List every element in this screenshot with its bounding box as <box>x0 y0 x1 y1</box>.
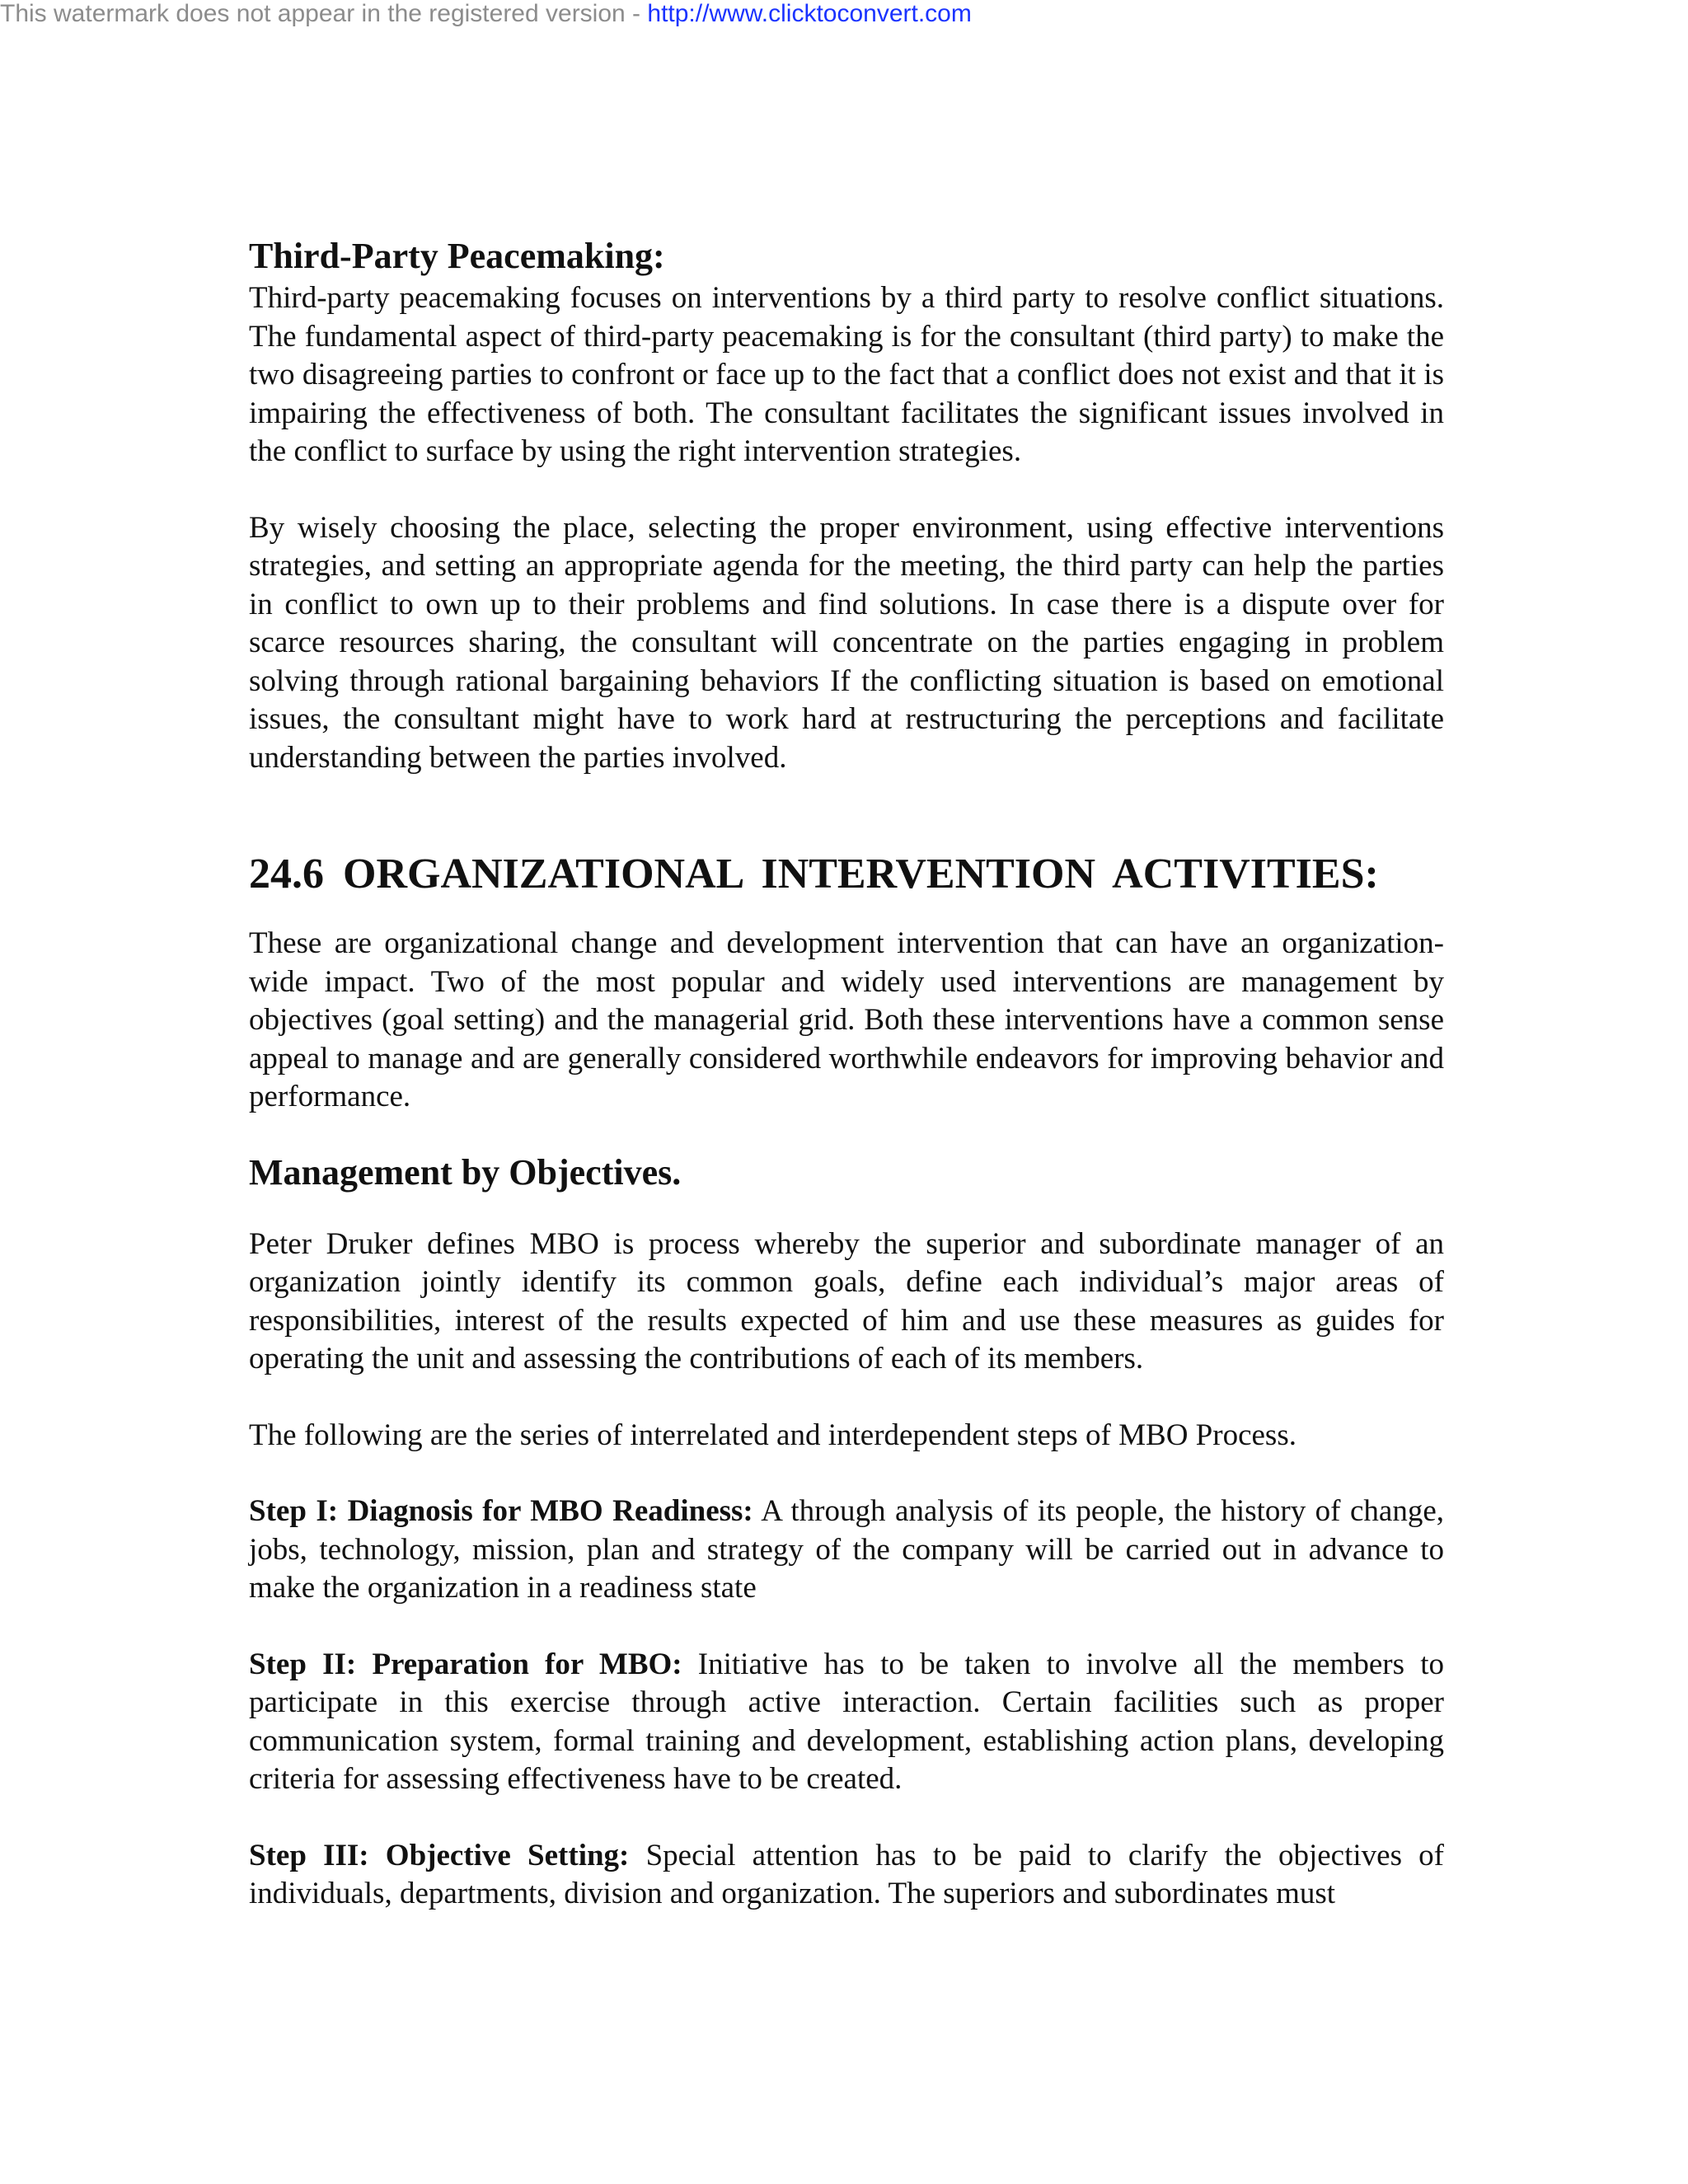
step-text: Special attention has to be paid to clarify the objectives of individuals, departments, division and organization. The superiors and subordinates must <box>249 1838 1444 1910</box>
mbo-step-2 <box>249 1646 1444 1799</box>
paragraph-third-party-2: By wisely choosing the place, selecting the proper environment, using effective interventions strategies, and setting an appropriate agenda for the meeting, the third party can help the parties in conflict to own up to their problems and find solutions. In case there is a dispute over for scarce resources sharing, the consultant will concentrate on the parties engaging in problem solving through rational bargaining behaviors If the conflicting situation is based on emotional issues, the consultant might have to work hard at restructuring the perceptions and facilitate understanding between the parties involved. <box>249 510 1444 775</box>
mbo-step-3 <box>249 1837 1444 1914</box>
paragraph-third-party-1: Third-party peacemaking focuses on interventions by a third party to resolve conflict situations. The fundamental aspect of third-party peacemaking is for the consultant (third party) to make the two disagreeing parties to confront or face up to the fact that a conflict does not exist and that it is impairing the effectiveness of both. The consultant facilitates the significant issues involved in the conflict to surface by using the right intervention strategies. <box>249 281 1444 468</box>
document-body <box>249 233 1444 1914</box>
heading-third-party-peacemaking: Third-Party Peacemaking: <box>249 236 665 276</box>
step-label: Step II: Preparation for MBO: <box>249 1647 682 1681</box>
step-text: Initiative has to be taken to involve all the members to participate in this exercise through active interaction. Certain facilities such as proper communication system, formal training and development, establishing action plans, developing criteria for assessing effectiveness have to be created. <box>249 1647 1444 1796</box>
watermark-link[interactable]: http://www.clicktoconvert.com <box>647 0 972 27</box>
heading-organizational-intervention: 24.6 ORGANIZATIONAL INTERVENTION ACTIVITIES: <box>249 851 1379 898</box>
step-text: A through analysis of its people, the history of change, jobs, technology, mission, plan and strategy of the company will be carried out in advance to make the organization in a readiness state <box>249 1494 1444 1605</box>
step-label: Step I: Diagnosis for MBO Readiness: <box>249 1494 753 1528</box>
watermark-text: This watermark does not appear in the registered version - <box>0 0 648 27</box>
watermark <box>0 0 972 28</box>
paragraph-org-intervention: These are organizational change and development intervention that can have an organization-wide impact. Two of the most popular and widely used interventions are management by objectives (goal setting) and the managerial grid. Both these interventions have a common sense appeal to manage and are generally considered worthwhile endeavors for improving behavior and performance. <box>249 926 1444 1113</box>
paragraph-mbo-steps-intro: The following are the series of interrelated and interdependent steps of MBO Process. <box>249 1418 1296 1452</box>
step-label: Step III: Objective Setting: <box>249 1838 630 1872</box>
paragraph-mbo-definition: Peter Druker defines MBO is process whereby the superior and subordinate manager of an organization jointly identify its common goals, define each individual’s major areas of responsibilities, interest of the results expected of him and use these measures as guides for operating the unit and assessing the contributions of each of its members. <box>249 1226 1444 1376</box>
mbo-step-1 <box>249 1493 1444 1608</box>
heading-management-by-objectives: Management by Objectives. <box>249 1151 682 1193</box>
